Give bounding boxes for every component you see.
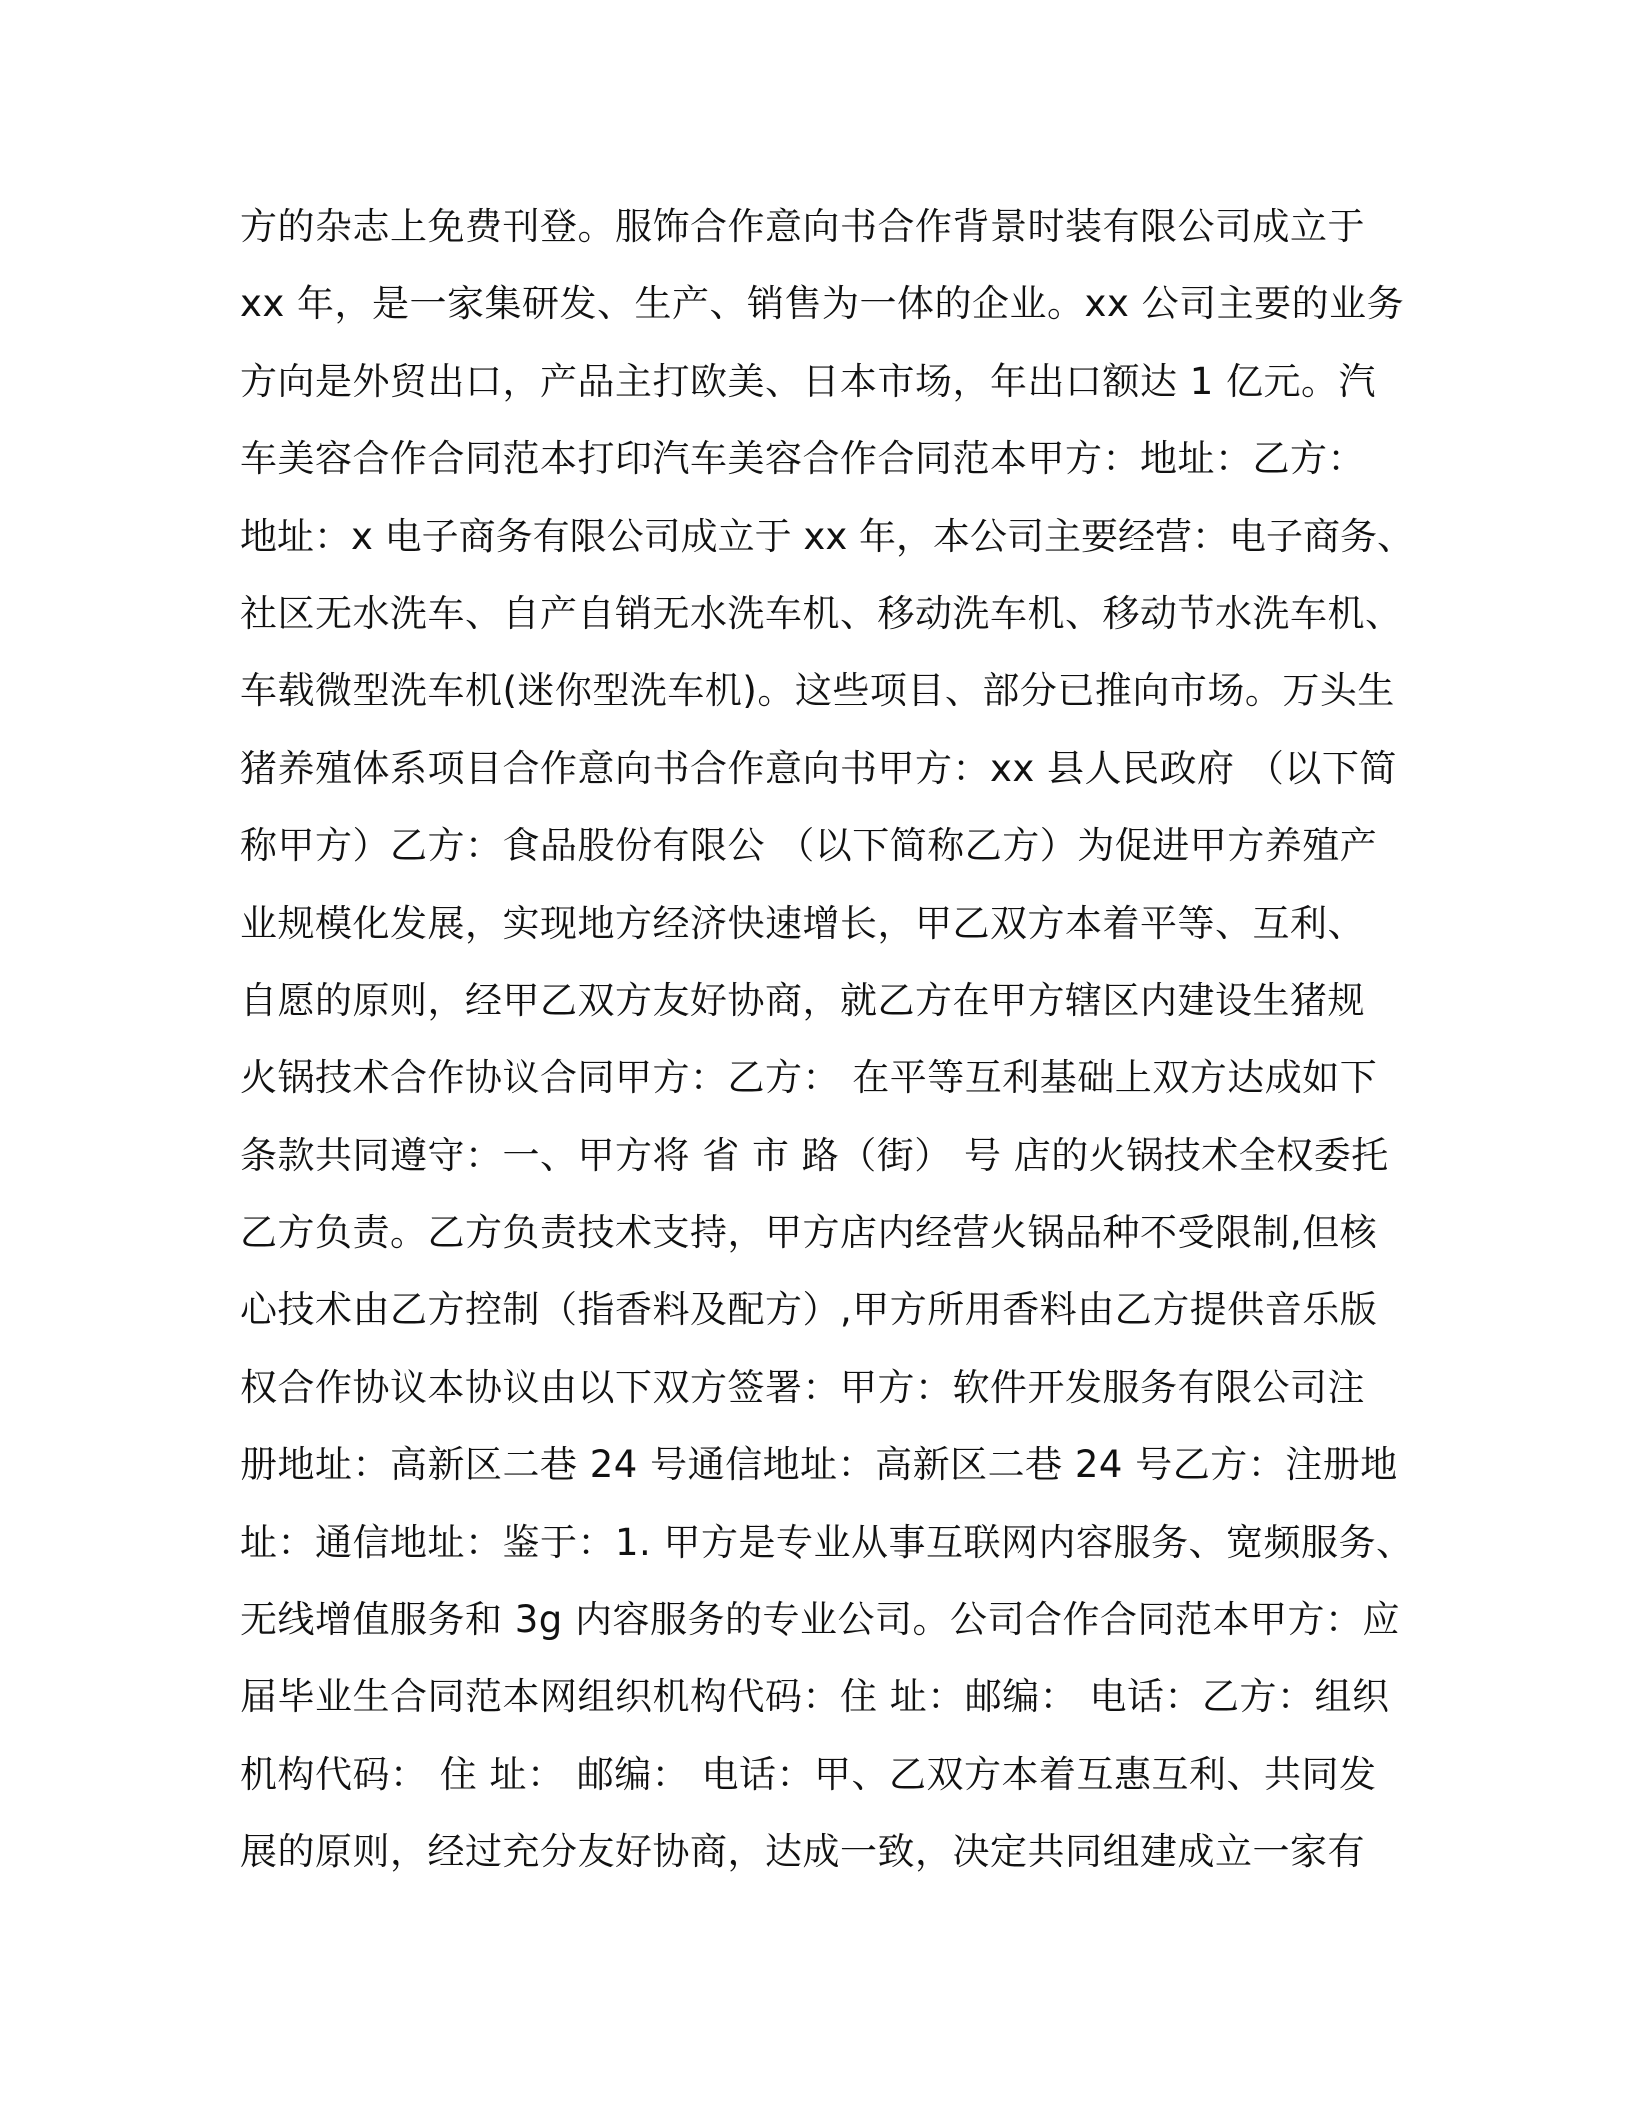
text-line: 条款共同遵守：一、甲方将 省 市 路（街） 号 店的火锅技术全权委托	[240, 1133, 1389, 1177]
text-line: 社区无水洗车、自产自销无水洗车机、移动洗车机、移动节水洗车机、	[240, 591, 1403, 635]
text-line: 届毕业生合同范本网组织机构代码：住 址：邮编： 电话：乙方：组织	[240, 1675, 1390, 1719]
text-line: 方的杂志上免费刊登。服饰合作意向书合作背景时装有限公司成立于	[240, 205, 1365, 248]
text-line: 展的原则，经过充分友好协商，达成一致，决定共同组建成立一家有	[240, 1830, 1365, 1874]
text-line: 址：通信地址：鉴于：1. 甲方是专业从事互联网内容服务、宽频服务、	[240, 1520, 1414, 1564]
text-line: 地址：x 电子商务有限公司成立于 xx 年，本公司主要经营：电子商务、	[240, 514, 1414, 558]
text-line: 权合作协议本协议由以下双方签署：甲方：软件开发服务有限公司注	[240, 1365, 1365, 1409]
text-line: 机构代码： 住 址： 邮编： 电话：甲、乙双方本着互惠互利、共同发	[240, 1752, 1377, 1796]
text-line: 称甲方）乙方：食品股份有限公 （以下简称乙方）为促进甲方养殖产	[240, 824, 1378, 868]
text-line: 猪养殖体系项目合作意向书合作意向书甲方：xx 县人民政府 （以下简	[240, 746, 1397, 790]
text-line: 火锅技术合作协议合同甲方：乙方： 在平等互利基础上双方达成如下	[240, 1056, 1378, 1100]
text-line: 乙方负责。乙方负责技术支持，甲方店内经营火锅品种不受限制,但核	[240, 1211, 1378, 1255]
text-line: 册地址：高新区二巷 24 号通信地址：高新区二巷 24 号乙方：注册地	[240, 1443, 1398, 1487]
text-line: 方向是外贸出口，产品主打欧美、日本市场，年出口额达 1 亿元。汽	[240, 359, 1377, 403]
text-line: 车载微型洗车机(迷你型洗车机)。这些项目、部分已推向市场。万头生	[240, 669, 1395, 713]
text-line: 车美容合作合同范本打印汽车美容合作合同范本甲方：地址：乙方：	[240, 437, 1365, 481]
text-line: 自愿的原则，经甲乙双方友好协商，就乙方在甲方辖区内建设生猪规	[240, 978, 1365, 1022]
text-line: 心技术由乙方控制（指香料及配方）,甲方所用香料由乙方提供音乐版	[240, 1288, 1378, 1332]
text-line: 无线增值服务和 3g 内容服务的专业公司。公司合作合同范本甲方：应	[240, 1598, 1401, 1642]
text-line: 业规模化发展，实现地方经济快速增长，甲乙双方本着平等、互利、	[240, 901, 1365, 945]
body-text	[240, 188, 1420, 1891]
text-line: xx 年，是一家集研发、生产、销售为一体的企业。xx 公司主要的业务	[240, 282, 1405, 326]
